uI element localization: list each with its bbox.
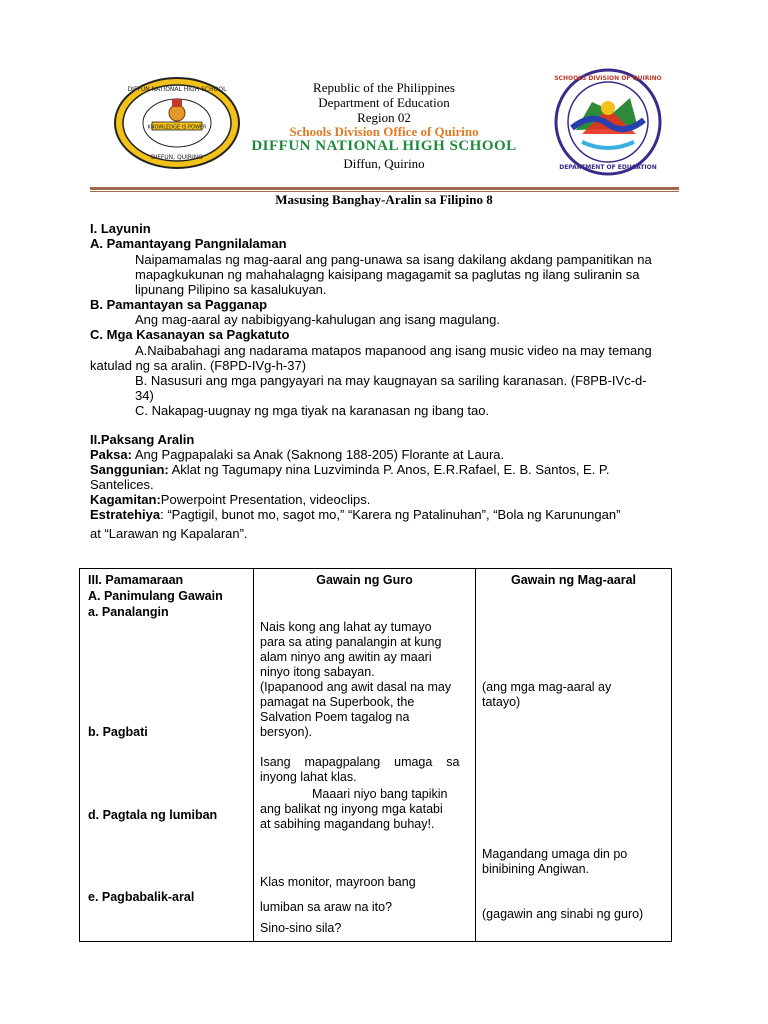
guro-line-14: Klas monitor, mayroon bang: [260, 875, 416, 889]
header-location: Diffun, Quirino: [343, 156, 425, 171]
magaaral-line-4: binibining Angiwan.: [482, 862, 590, 876]
estratehiya-label: Estratehiya: [90, 507, 161, 522]
svg-text:DIFFUN NATIONAL HIGH SCHOOL: DIFFUN NATIONAL HIGH SCHOOL: [127, 86, 227, 93]
header-division-office: Schools Division Office of Quirino: [289, 124, 479, 139]
pagtala-lumiban-label: d. Pagtala ng lumiban: [88, 808, 218, 822]
kagamitan-value: Powerpoint Presentation, videoclips.: [160, 492, 371, 507]
gawain-magaaral-header: Gawain ng Mag-aaral: [510, 573, 637, 587]
kasanayan-line-2: katulad ng sa aralin. (F8PD-IVg-h-37): [90, 358, 307, 373]
sanggunian-label: Sanggunian:: [90, 462, 169, 477]
section-layunin-heading: I. Layunin: [90, 221, 151, 236]
guro-line-4: ninyo itong sabayan.: [260, 665, 375, 679]
guro-line-1: Nais kong ang lahat ay tumayo: [260, 620, 432, 634]
document-title: Masusing Banghay-Aralin sa Filipino 8: [275, 192, 493, 207]
svg-text:KNOWLEDGE IS POWER: KNOWLEDGE IS POWER: [147, 124, 207, 131]
magaaral-line-3: Magandang umaga din po: [482, 847, 628, 861]
pangnilalaman-line-3: lipunang Pilipino sa kasalukuyan.: [135, 282, 327, 297]
guro-line-11: Maaari niyo bang tapikin: [312, 787, 448, 801]
estratehiya-value: : “Pagtigil, bunot mo, sagot mo,” “Karera ng Patalinuhan”, “Bola ng Karunungan”: [160, 507, 621, 522]
svg-text:SCHOOLS DIVISION OF QUIRINO: SCHOOLS DIVISION OF QUIRINO: [554, 75, 662, 82]
paksa-row: [90, 447, 504, 462]
header-school-name: DIFFUN NATIONAL HIGH SCHOOL: [251, 138, 517, 154]
pagbabalik-aral-label: e. Pagbabalik-aral: [88, 890, 195, 904]
kasanayan-line-1: A.Naibabahagi ang nadarama matapos mapanood ang isang music video na may temang: [135, 343, 652, 358]
magaaral-line-1: (ang mga mag-aaral ay: [482, 680, 612, 694]
header-divider-thick: [90, 187, 679, 190]
header-department: Department of Education: [318, 95, 450, 110]
kagamitan-label: Kagamitan:: [90, 492, 161, 507]
paksa-value: Ang Pagpapalaki sa Anak (Saknong 188-205) Florante at Laura.: [131, 447, 505, 462]
kagamitan-row: [90, 492, 370, 507]
guro-line-7: Salvation Poem tagalog na: [260, 710, 410, 724]
guro-line-9: Isang mapagpalang umaga sa: [260, 755, 460, 769]
header-region: Region 02: [357, 110, 411, 125]
guro-line-2: para sa ating panalangin at kung: [260, 635, 442, 649]
guro-line-3: alam ninyo ang awitin ay maari: [260, 650, 432, 664]
estratehiya-continuation: at “Larawan ng Kapalaran”.: [90, 526, 248, 541]
guro-line-6: pamagat na Superbook, the: [260, 695, 415, 709]
pamantayang-pangnilalaman-heading: A. Pamantayang Pangnilalaman: [90, 236, 287, 251]
guro-line-15: lumiban sa araw na ito?: [260, 900, 393, 914]
gawain-guro-header: Gawain ng Guro: [316, 573, 413, 587]
pagganap-line: Ang mag-aaral ay nabibigyang-kahulugan ang isang magulang.: [135, 312, 500, 327]
pamamaraan-table: [79, 568, 672, 942]
guro-line-12: ang balikat ng inyong mga katabi: [260, 802, 443, 816]
pamantayan-pagganap-heading: B. Pamantayan sa Pagganap: [90, 297, 268, 312]
guro-line-13: at sabihing magandang buhay!.: [260, 817, 435, 831]
estratehiya-row: [90, 507, 620, 522]
pangnilalaman-line-1: Naipamamalas ng mag-aaral ang pang-unawa sa isang dakilang akdang pampanitikan na: [135, 252, 652, 267]
paksa-label: Paksa:: [90, 447, 132, 462]
sanggunian-continuation: Santelices.: [90, 477, 154, 492]
paksang-aralin-heading: II.Paksang Aralin: [90, 432, 195, 447]
header-republic: Republic of the Philippines: [313, 80, 455, 95]
magaaral-line-2: tatayo): [482, 695, 521, 709]
pangnilalaman-line-2: mapagkukunan ng mahahalagng kaisipang magagamit sa paglutas ng ilang suliranin sa: [135, 267, 640, 282]
guro-line-16: Sino-sino sila?: [260, 921, 342, 935]
svg-text:DIFFUN, QUIRINO: DIFFUN, QUIRINO: [150, 154, 204, 161]
guro-line-5: (Ipapanood ang awit dasal na may: [260, 680, 452, 694]
pamamaraan-title: III. Pamamaraan: [88, 573, 184, 587]
gawain-magaaral-column: [476, 569, 672, 942]
gawain-guro-column: [254, 569, 476, 942]
sanggunian-row: [90, 462, 610, 477]
panalangin-label: a. Panalangin: [88, 605, 169, 619]
pamamaraan-column: [80, 569, 254, 942]
kasanayan-pagkatuto-heading: C. Mga Kasanayan sa Pagkatuto: [90, 327, 290, 342]
kasanayan-line-5: C. Nakapag-uugnay ng mga tiyak na karanasan ng ibang tao.: [135, 403, 490, 418]
pagbati-label: b. Pagbati: [88, 725, 148, 739]
kasanayan-line-3: B. Nasusuri ang mga pangyayari na may kaugnayan sa sariling karanasan. (F8PB-IVc-d-: [135, 373, 647, 388]
kasanayan-line-4: 34): [135, 388, 154, 403]
magaaral-line-5: (gagawin ang sinabi ng guro): [482, 907, 644, 921]
svg-text:DEPARTMENT OF EDUCATION: DEPARTMENT OF EDUCATION: [559, 164, 657, 171]
panimulang-gawain-label: A. Panimulang Gawain: [88, 589, 223, 603]
guro-line-10: inyong lahat klas.: [260, 770, 357, 784]
sanggunian-value: Aklat ng Tagumapy nina Luzviminda P. Anos, E.R.Rafael, E. B. Santos, E. P.: [168, 462, 610, 477]
guro-line-8: bersyon).: [260, 725, 313, 739]
